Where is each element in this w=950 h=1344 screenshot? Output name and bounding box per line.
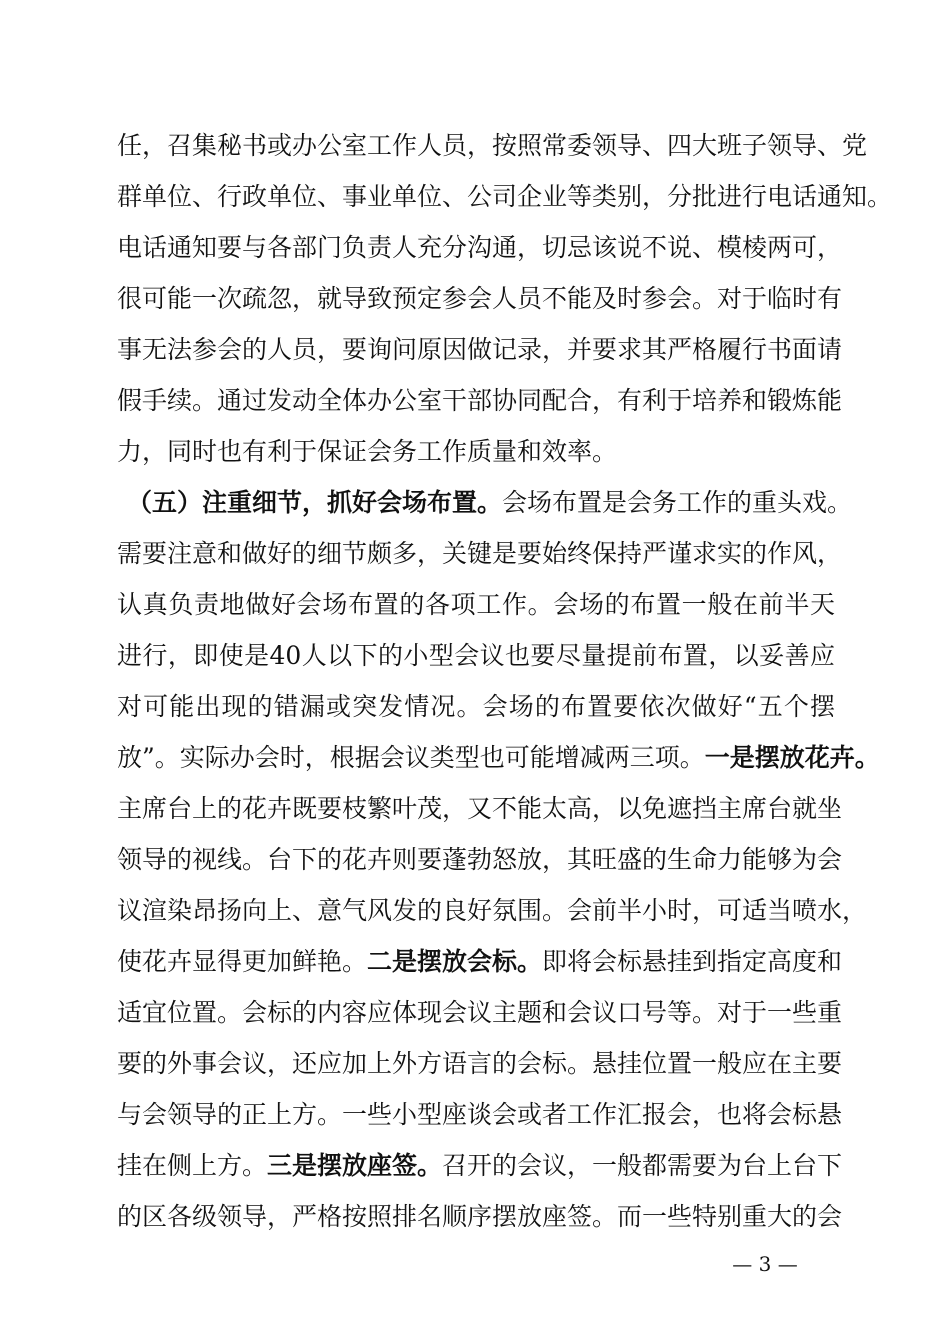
- body-text-span: 进行，即使是40人以下的小型会议也要尽量提前布置，以妥善应: [117, 641, 835, 670]
- body-text-span: 假手续。通过发动全体办公室干部协同配合，有利于培养和锻炼能: [117, 386, 843, 415]
- text-line: [127, 483, 853, 523]
- bold-heading-text: 一是摆放花卉。: [704, 743, 880, 772]
- body-text-span: 的区各级领导，严格按照排名顺序摆放座签。而一些特别重大的会: [117, 1202, 843, 1231]
- body-text-span: 适宜位置。会标的内容应体现会议主题和会议口号等。对于一些重: [117, 998, 843, 1027]
- body-text-span: 需要注意和做好的细节颇多，关键是要始终保持严谨求实的作风，: [117, 539, 843, 568]
- text-line: [117, 534, 843, 574]
- text-line: [117, 330, 843, 370]
- text-line: [117, 585, 835, 625]
- body-text-span: 事无法参会的人员，要询问原因做记录，并要求其严格履行书面请: [117, 335, 843, 364]
- text-line: [117, 840, 843, 880]
- body-text-span: 会场布置是会务工作的重头戏。: [502, 488, 853, 517]
- text-line: [117, 1044, 843, 1084]
- body-text-span: 领导的视线。台下的花卉则要蓬勃怒放，其旺盛的生命力能够为会: [117, 845, 843, 874]
- body-text-span: 认真负责地做好会场布置的各项工作。会场的布置一般在前半天: [117, 590, 835, 619]
- text-line: [117, 1095, 843, 1135]
- body-text-span: 议渲染昂扬向上、意气风发的良好氛围。会前半小时，可适当喷水，: [117, 896, 868, 925]
- body-text-span: 放”。实际办会时，根据会议类型也可能增减两三项。: [117, 743, 705, 772]
- text-line: [117, 891, 868, 931]
- text-line: [117, 993, 843, 1033]
- body-text-span: 很可能一次疏忽，就导致预定参会人员不能及时参会。对于临时有: [117, 284, 843, 313]
- text-line: [117, 177, 893, 217]
- bold-heading-text: （五）注重细节，抓好会场布置。: [127, 488, 503, 517]
- text-line: [117, 1197, 843, 1237]
- text-line: [117, 789, 843, 829]
- text-line: [117, 1146, 843, 1186]
- body-text-span: 挂在侧上方。: [117, 1151, 268, 1180]
- text-line: [117, 738, 880, 778]
- body-text-span: 任，召集秘书或办公室工作人员，按照常委领导、四大班子领导、党: [117, 131, 868, 160]
- text-line: [117, 228, 843, 268]
- text-line: [117, 126, 868, 166]
- body-text-span: 召开的会议，一般都需要为台上台下: [442, 1151, 843, 1180]
- text-line: [117, 636, 835, 676]
- body-text-span: 对可能出现的错漏或突发情况。会场的布置要依次做好“五个摆: [117, 692, 835, 721]
- text-line: [117, 381, 843, 421]
- body-text-span: 主席台上的花卉既要枝繁叶茂，又不能太高，以免遮挡主席台就坐: [117, 794, 843, 823]
- body-text-span: 群单位、行政单位、事业单位、公司企业等类别，分批进行电话通知。: [117, 182, 893, 211]
- bold-heading-text: 二是摆放会标。: [367, 947, 543, 976]
- text-line: [117, 687, 835, 727]
- body-text-span: 电话通知要与各部门负责人充分沟通，切忌该说不说、模棱两可，: [117, 233, 843, 262]
- text-line: [117, 942, 843, 982]
- text-line: [117, 279, 843, 319]
- body-text-span: 要的外事会议，还应加上外方语言的会标。悬挂位置一般应在主要: [117, 1049, 843, 1078]
- page-number: — 3 —: [732, 1252, 798, 1276]
- body-text-span: 使花卉显得更加鲜艳。: [117, 947, 368, 976]
- body-text-span: 即将会标悬挂到指定高度和: [542, 947, 843, 976]
- body-text-span: 与会领导的正上方。一些小型座谈会或者工作汇报会，也将会标悬: [117, 1100, 843, 1129]
- text-line: [117, 432, 835, 472]
- body-text-span: 力，同时也有利于保证会务工作质量和效率。: [117, 437, 618, 466]
- bold-heading-text: 三是摆放座签。: [267, 1151, 443, 1180]
